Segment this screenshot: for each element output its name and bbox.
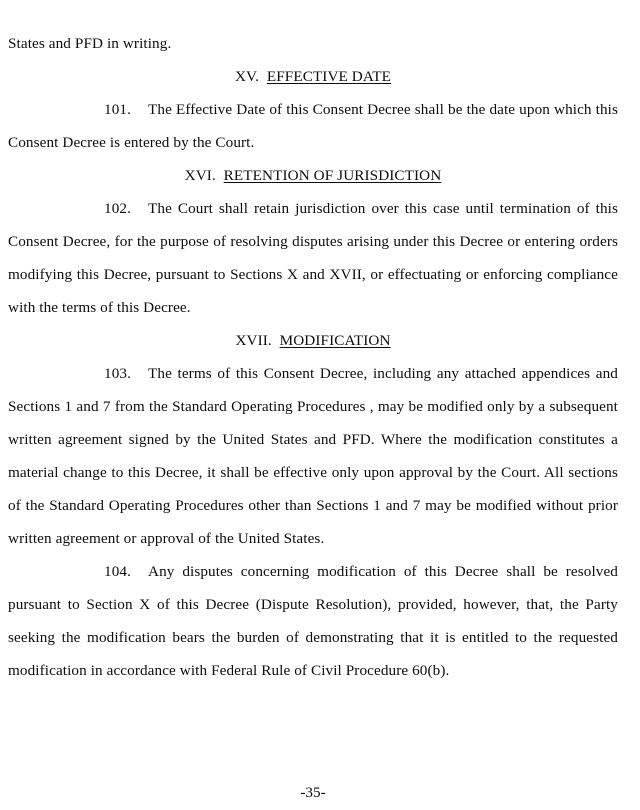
section-number: XVI.	[184, 167, 216, 184]
line-text: The Court shall retain jurisdiction over this case until termination of this	[148, 200, 618, 217]
document-line	[8, 192, 618, 225]
line-text: Consent Decree is entered by the Court.	[8, 134, 255, 151]
line-text: seeking the modification bears the burden of demonstrating that it is entitled to the requested	[8, 629, 618, 646]
line-text: written agreement or approval of the United States.	[8, 530, 325, 547]
line-text: States and PFD in writing.	[8, 35, 172, 52]
line-text: pursuant to Section X of this Decree (Dispute Resolution), provided, however, that, the Party	[8, 596, 618, 613]
document-line	[8, 258, 618, 291]
document-line	[8, 621, 618, 654]
paragraph-number: 103.	[104, 365, 131, 382]
document-line	[8, 522, 618, 555]
document-line	[8, 126, 618, 159]
document-line	[8, 291, 618, 324]
document-body	[8, 27, 618, 687]
line-text: material change to this Decree, it shall be effective only upon approval by the Court. All sections	[8, 464, 618, 481]
line-text: Sections 1 and 7 from the Standard Operating Procedures , may be modified only by a subsequent	[8, 398, 618, 415]
paragraph-number: 104.	[104, 563, 131, 580]
paragraph-number: 101.	[104, 101, 131, 118]
paragraph-number: 102.	[104, 200, 131, 217]
page-number: -35-	[300, 784, 326, 801]
document-line	[8, 555, 618, 588]
line-text: written agreement signed by the United States and PFD. Where the modification constitutes a	[8, 431, 618, 448]
section-title: EFFECTIVE DATE	[266, 68, 392, 85]
line-text: modification in accordance with Federal Rule of Civil Procedure 60(b).	[8, 662, 450, 679]
document-line	[8, 423, 618, 456]
document-line	[8, 654, 618, 687]
document-line	[8, 27, 618, 60]
document-line	[8, 588, 618, 621]
line-text: with the terms of this Decree.	[8, 299, 191, 316]
section-number: XV.	[234, 68, 260, 85]
section-title: MODIFICATION	[279, 332, 391, 349]
line-text: The terms of this Consent Decree, including any attached appendices and	[148, 365, 618, 382]
line-text: of the Standard Operating Procedures other than Sections 1 and 7 may be modified without prior	[8, 497, 618, 514]
section-heading	[8, 60, 618, 93]
line-text: The Effective Date of this Consent Decree shall be the date upon which this	[148, 101, 618, 118]
section-heading	[8, 159, 618, 192]
section-number: XVII.	[235, 332, 272, 349]
line-text: Consent Decree, for the purpose of resolving disputes arising under this Decree or entering orders	[8, 233, 618, 250]
line-text: Any disputes concerning modification of this Decree shall be resolved	[148, 563, 618, 580]
section-title: RETENTION OF JURISDICTION	[223, 167, 442, 184]
document-line	[8, 93, 618, 126]
document-line	[8, 456, 618, 489]
document-line	[8, 390, 618, 423]
document-line	[8, 489, 618, 522]
section-heading	[8, 324, 618, 357]
line-text: modifying this Decree, pursuant to Sections X and XVII, or effectuating or enforcing compliance	[8, 266, 618, 283]
document-line	[8, 357, 618, 390]
document-line	[8, 225, 618, 258]
